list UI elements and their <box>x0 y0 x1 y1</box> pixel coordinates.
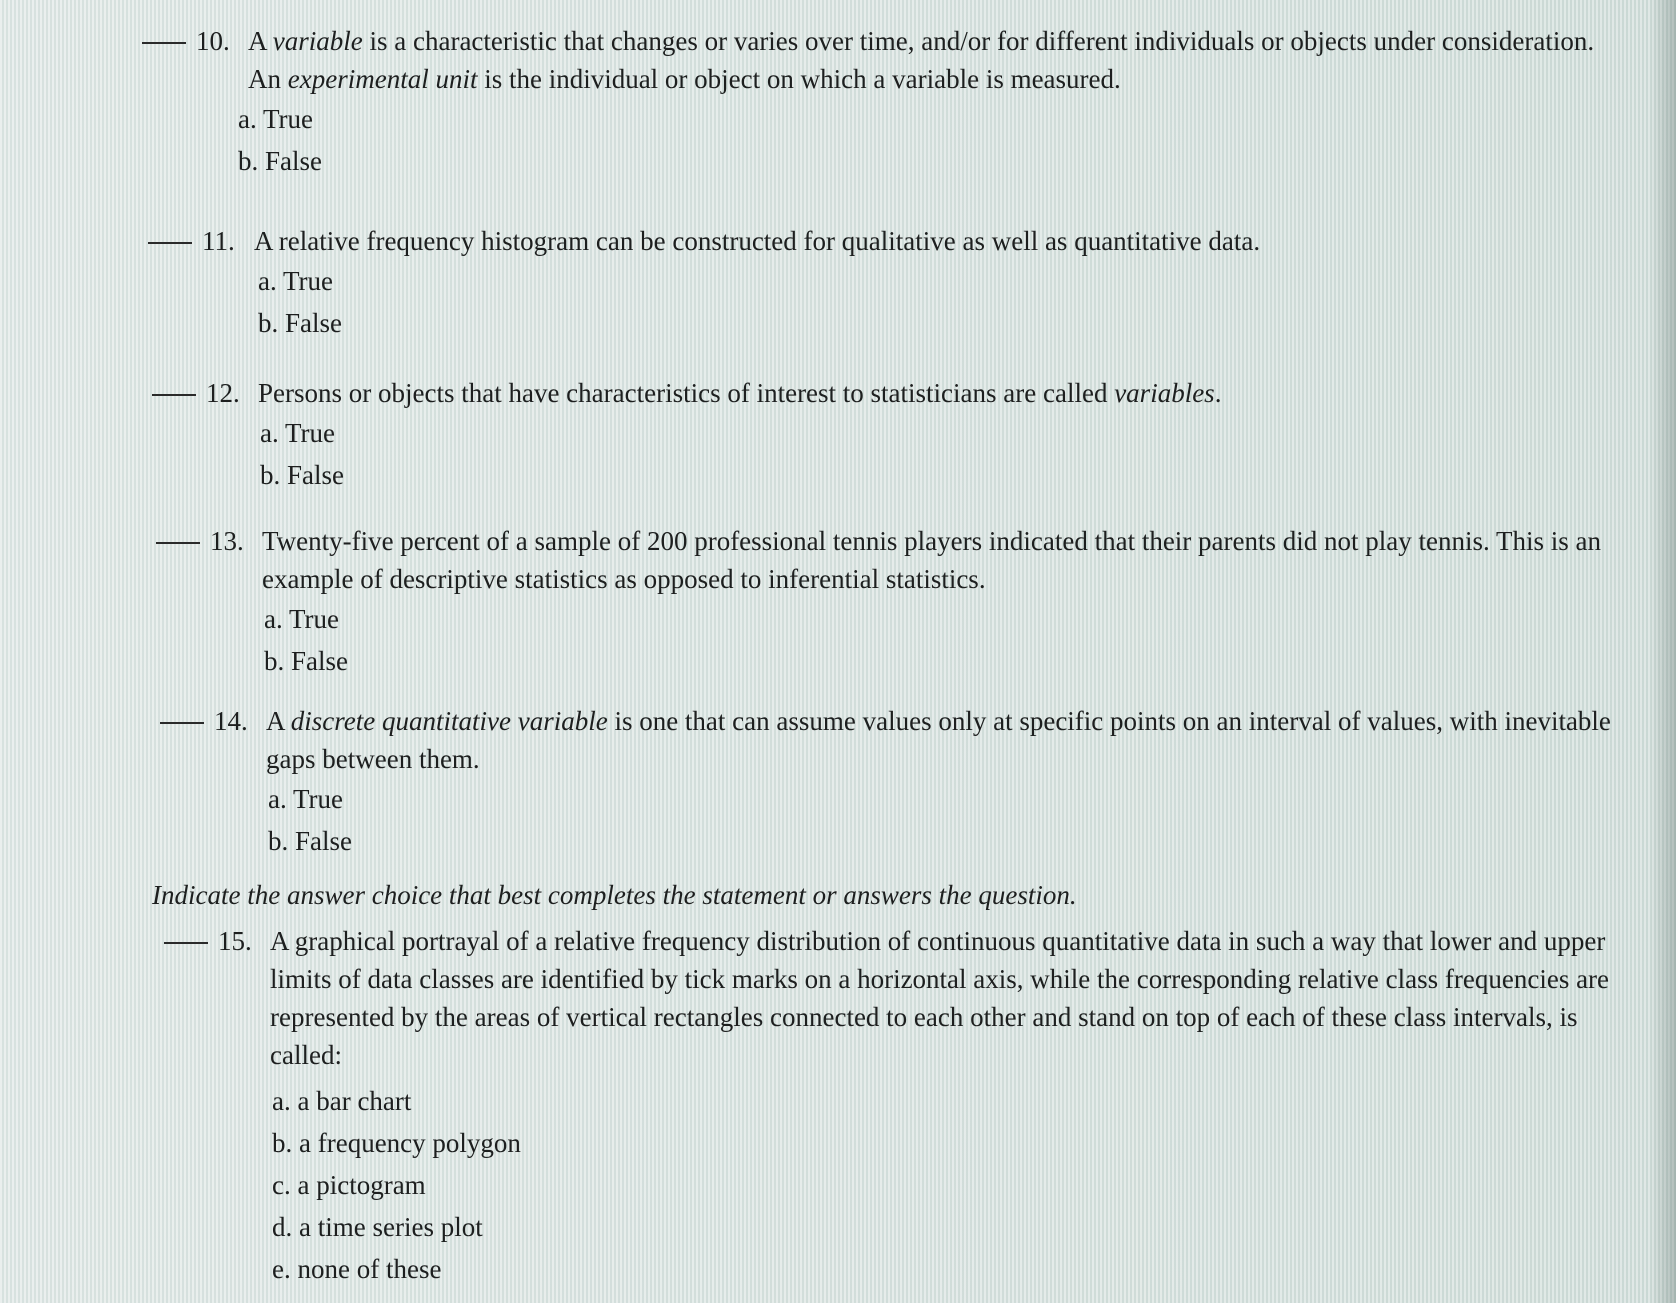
choice-false[interactable]: b. False <box>258 308 342 338</box>
choice-b[interactable]: b. a frequency polygon <box>272 1128 521 1158</box>
choice-c[interactable]: c. a pictogram <box>272 1170 426 1200</box>
choice-list <box>272 1080 1644 1290</box>
choice-list <box>268 778 1640 862</box>
choice-e[interactable]: e. none of these <box>272 1254 442 1284</box>
choice-list <box>264 598 1636 682</box>
question-12 <box>152 374 1632 496</box>
question-14 <box>160 702 1640 862</box>
question-number: 14. <box>214 706 248 736</box>
question-number: 11. <box>202 226 235 256</box>
question-15 <box>164 922 1644 1290</box>
choice-false[interactable]: b. False <box>238 146 322 176</box>
choice-true[interactable]: a. True <box>258 266 334 296</box>
choice-true[interactable]: a. True <box>260 418 336 448</box>
answer-blank[interactable] <box>152 374 196 396</box>
page-edge-shadow <box>1650 0 1676 1303</box>
answer-blank[interactable] <box>164 922 208 944</box>
choice-true[interactable]: a. True <box>268 784 344 814</box>
question-stem: A variable is a characteristic that changes or varies over time, and/or for different individuals or objects under consideration. An experimental unit is the individual or object on which a variable is measured. <box>248 26 1595 94</box>
choice-false[interactable]: b. False <box>260 460 344 490</box>
choice-list <box>258 260 1628 344</box>
choice-list <box>260 412 1632 496</box>
question-11 <box>148 222 1628 344</box>
answer-blank[interactable] <box>142 22 186 44</box>
question-13 <box>156 522 1636 682</box>
choice-true[interactable]: a. True <box>264 604 340 634</box>
question-stem: A relative frequency histogram can be constructed for qualitative as well as quantitative data. <box>254 226 1261 256</box>
choice-false[interactable]: b. False <box>268 826 352 856</box>
section-instructions: Indicate the answer choice that best completes the statement or answers the question. <box>152 880 1077 910</box>
question-number: 12. <box>206 378 240 408</box>
choice-d[interactable]: d. a time series plot <box>272 1212 483 1242</box>
choice-true[interactable]: a. True <box>238 104 314 134</box>
question-number: 13. <box>210 526 244 556</box>
answer-blank[interactable] <box>156 522 200 544</box>
choice-false[interactable]: b. False <box>264 646 348 676</box>
question-stem: A discrete quantitative variable is one that can assume values only at specific points on an interval of values, with inevitable gaps between them. <box>266 706 1611 774</box>
question-stem: Twenty-five percent of a sample of 200 professional tennis players indicated that their parents did not play tennis. This is an example of descriptive statistics as opposed to inferential statistics. <box>262 526 1602 594</box>
question-stem: A graphical portrayal of a relative frequency distribution of continuous quantitative data in such a way that lower and upper limits of data classes are identified by tick marks on a horizontal axis, while the corresponding relative class frequencies are represented by the areas of vertical rectangles connected to each other and stand on top of each of these class intervals, is called: <box>270 926 1610 1070</box>
choice-list <box>238 98 1622 182</box>
question-stem: Persons or objects that have characteristics of interest to statisticians are called variables. <box>258 378 1222 408</box>
answer-blank[interactable] <box>160 702 204 724</box>
answer-blank[interactable] <box>148 222 192 244</box>
choice-a[interactable]: a. a bar chart <box>272 1086 412 1116</box>
question-number: 10. <box>196 26 230 56</box>
question-number: 15. <box>218 926 252 956</box>
question-10 <box>142 22 1622 182</box>
